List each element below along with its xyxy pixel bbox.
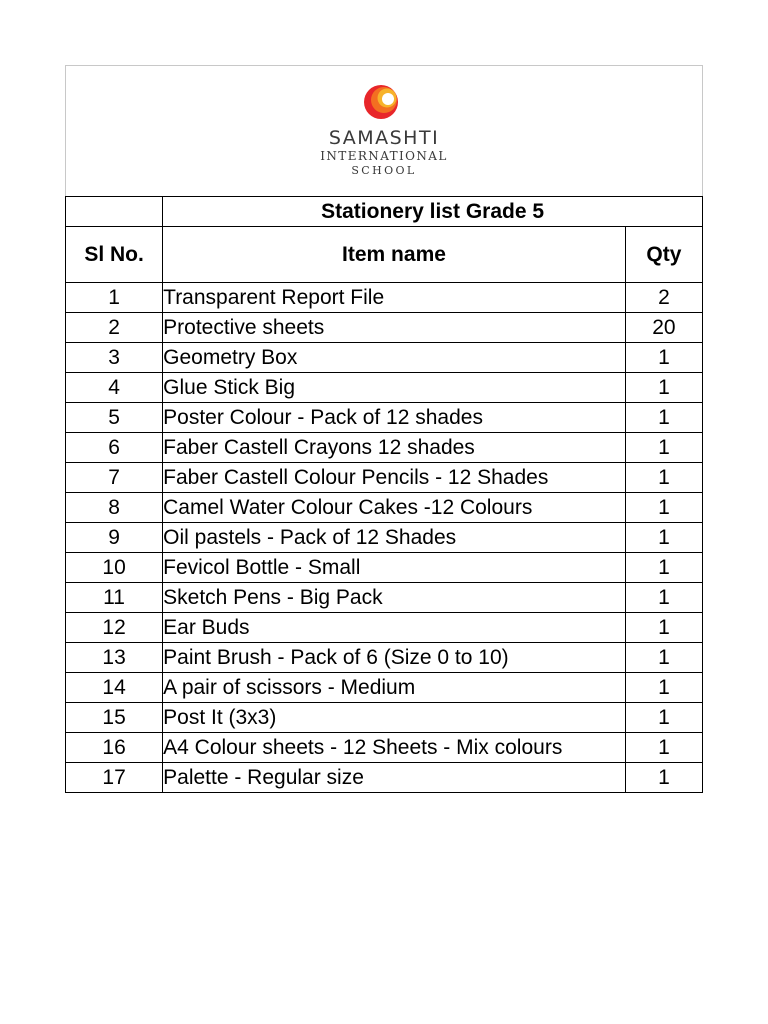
school-emblem-icon bbox=[361, 82, 407, 122]
qty-cell: 1 bbox=[625, 343, 702, 373]
table-row bbox=[66, 463, 703, 493]
table-row bbox=[66, 673, 703, 703]
header-qty: Qty bbox=[625, 227, 702, 283]
table-row bbox=[66, 553, 703, 583]
table-row bbox=[66, 343, 703, 373]
qty-cell: 1 bbox=[625, 403, 702, 433]
item-name-cell: Palette - Regular size bbox=[163, 763, 626, 793]
sl-no-cell: 4 bbox=[66, 373, 163, 403]
sl-no-cell: 16 bbox=[66, 733, 163, 763]
table-row bbox=[66, 733, 703, 763]
qty-cell: 1 bbox=[625, 373, 702, 403]
item-name-cell: Fevicol Bottle - Small bbox=[163, 553, 626, 583]
table-row bbox=[66, 313, 703, 343]
qty-cell: 1 bbox=[625, 763, 702, 793]
table-row bbox=[66, 643, 703, 673]
table-title-row bbox=[66, 197, 703, 227]
sl-no-cell: 17 bbox=[66, 763, 163, 793]
qty-cell: 1 bbox=[625, 493, 702, 523]
table-row bbox=[66, 403, 703, 433]
empty-cell bbox=[66, 197, 163, 227]
item-name-cell: A4 Colour sheets - 12 Sheets - Mix colours bbox=[163, 733, 626, 763]
qty-cell: 1 bbox=[625, 523, 702, 553]
table-title: Stationery list Grade 5 bbox=[163, 197, 703, 227]
item-name-cell: Ear Buds bbox=[163, 613, 626, 643]
table-row bbox=[66, 703, 703, 733]
sl-no-cell: 7 bbox=[66, 463, 163, 493]
item-name-cell: Camel Water Colour Cakes -12 Colours bbox=[163, 493, 626, 523]
sl-no-cell: 6 bbox=[66, 433, 163, 463]
school-name-line2: INTERNATIONAL bbox=[320, 149, 448, 163]
table-row bbox=[66, 493, 703, 523]
item-name-cell: Sketch Pens - Big Pack bbox=[163, 583, 626, 613]
table-row bbox=[66, 373, 703, 403]
sl-no-cell: 1 bbox=[66, 283, 163, 313]
sl-no-cell: 10 bbox=[66, 553, 163, 583]
school-name: SAMASHTI bbox=[328, 127, 440, 149]
qty-cell: 1 bbox=[625, 583, 702, 613]
qty-cell: 1 bbox=[625, 673, 702, 703]
table-header-row bbox=[66, 227, 703, 283]
sl-no-cell: 12 bbox=[66, 613, 163, 643]
header-item-name: Item name bbox=[163, 227, 626, 283]
item-name-cell: Faber Castell Colour Pencils - 12 Shades bbox=[163, 463, 626, 493]
item-name-cell: Glue Stick Big bbox=[163, 373, 626, 403]
item-name-cell: Protective sheets bbox=[163, 313, 626, 343]
qty-cell: 1 bbox=[625, 703, 702, 733]
school-logo bbox=[304, 70, 464, 196]
qty-cell: 1 bbox=[625, 733, 702, 763]
qty-cell: 1 bbox=[625, 613, 702, 643]
table-row bbox=[66, 763, 703, 793]
table-row bbox=[66, 523, 703, 553]
item-name-cell: Paint Brush - Pack of 6 (Size 0 to 10) bbox=[163, 643, 626, 673]
sl-no-cell: 2 bbox=[66, 313, 163, 343]
item-name-cell: Oil pastels - Pack of 12 Shades bbox=[163, 523, 626, 553]
table-row bbox=[66, 283, 703, 313]
qty-cell: 20 bbox=[625, 313, 702, 343]
item-name-cell: Faber Castell Crayons 12 shades bbox=[163, 433, 626, 463]
item-name-cell: Geometry Box bbox=[163, 343, 626, 373]
sl-no-cell: 8 bbox=[66, 493, 163, 523]
item-name-cell: Poster Colour - Pack of 12 shades bbox=[163, 403, 626, 433]
sl-no-cell: 5 bbox=[66, 403, 163, 433]
qty-cell: 1 bbox=[625, 463, 702, 493]
sl-no-cell: 9 bbox=[66, 523, 163, 553]
qty-cell: 1 bbox=[625, 643, 702, 673]
item-name-cell: Post It (3x3) bbox=[163, 703, 626, 733]
sl-no-cell: 3 bbox=[66, 343, 163, 373]
table-row bbox=[66, 433, 703, 463]
sl-no-cell: 11 bbox=[66, 583, 163, 613]
sl-no-cell: 13 bbox=[66, 643, 163, 673]
school-name-line3: SCHOOL bbox=[351, 164, 417, 177]
qty-cell: 1 bbox=[625, 433, 702, 463]
table-row bbox=[66, 613, 703, 643]
qty-cell: 1 bbox=[625, 553, 702, 583]
table-row bbox=[66, 583, 703, 613]
sl-no-cell: 15 bbox=[66, 703, 163, 733]
qty-cell: 2 bbox=[625, 283, 702, 313]
sl-no-cell: 14 bbox=[66, 673, 163, 703]
item-name-cell: A pair of scissors - Medium bbox=[163, 673, 626, 703]
header-sl-no: Sl No. bbox=[66, 227, 163, 283]
stationery-table bbox=[65, 196, 703, 793]
item-name-cell: Transparent Report File bbox=[163, 283, 626, 313]
